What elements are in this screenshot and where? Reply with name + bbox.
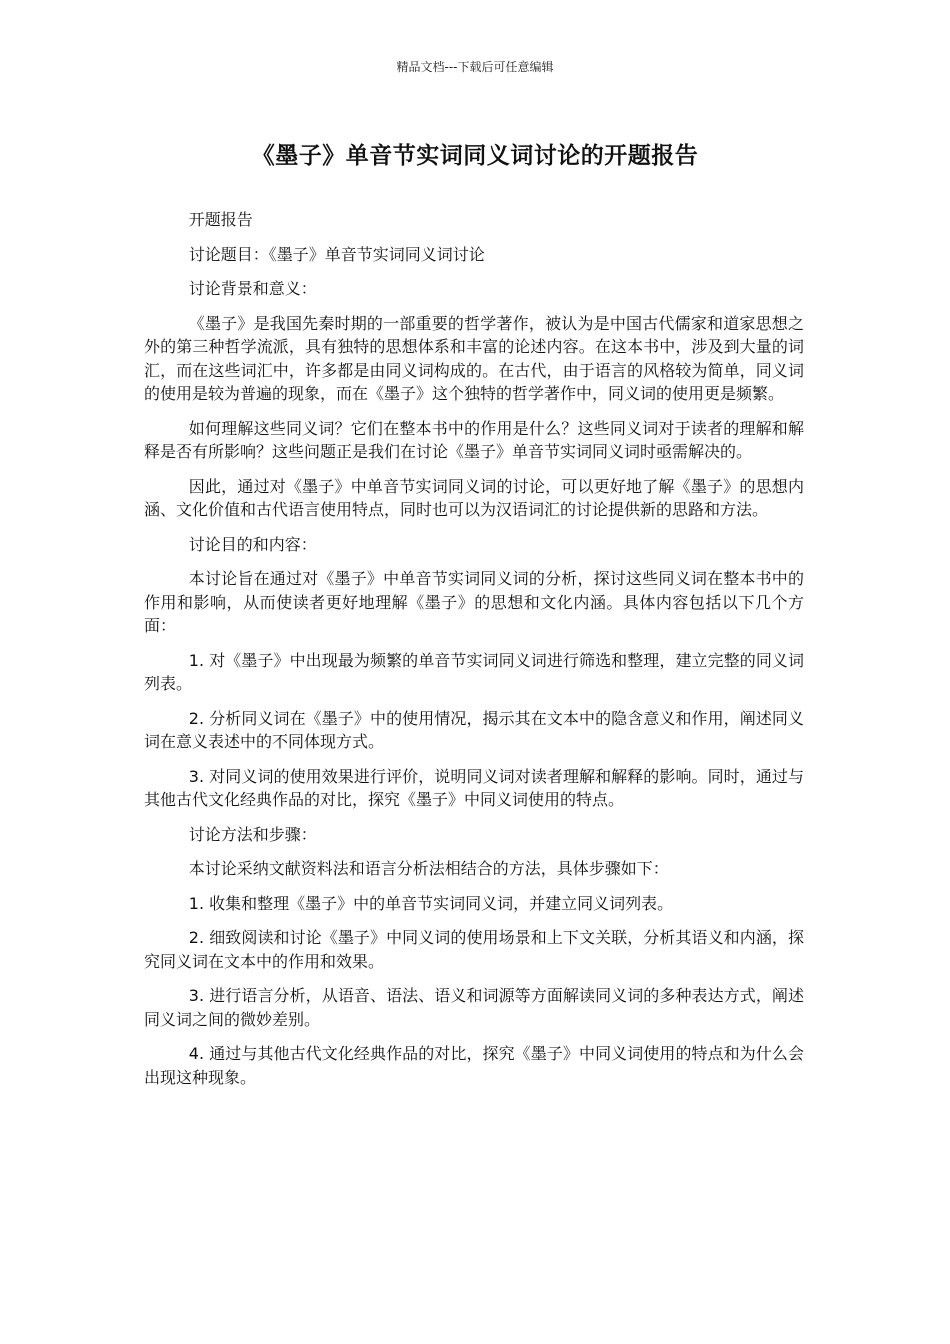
page-header: 精品文档---下载后可任意编辑 — [396, 60, 554, 74]
paragraph: 4. 通过与其他古代文化经典作品的对比，探究《墨子》中同义词使用的特点和为什么会出现这种现象。 — [144, 1044, 804, 1087]
paragraph: 讨论题目：《墨子》单音节实词同义词讨论 — [188, 244, 485, 264]
paragraph: 1. 收集和整理《墨子》中的单音节实词同义词，并建立同义词列表。 — [188, 893, 674, 913]
document-title: 《墨子》单音节实词同义词讨论的开题报告 — [251, 143, 699, 169]
paragraph: 因此，通过对《墨子》中单音节实词同义词的讨论，可以更好地了解《墨子》的思想内涵、文化价值和古代语言使用特点，同时也可以为汉语词汇的讨论提供新的思路和方法。 — [144, 476, 804, 519]
paragraph: 3. 进行语言分析，从语音、语法、语义和词源等方面解读同义词的多种表达方式，阐述同义词之间的微妙差别。 — [144, 986, 804, 1029]
paragraph: 《墨子》是我国先秦时期的一部重要的哲学著作，被认为是中国古代儒家和道家思想之外的第三种哲学流派，具有独特的思想体系和丰富的论述内容。在这本书中，涉及到大量的词汇，而在这些词汇中，许多都是由同义词构成的。在古代，由于语言的风格较为简单，同义词的使用是较为普遍的现象，而在《墨子》这个独特的哲学著作中，同义词的使用更是频繁。 — [144, 313, 804, 403]
paragraph: 本讨论采纳文献资料法和语言分析法相结合的方法，具体步骤如下： — [188, 859, 669, 878]
paragraph: 1. 对《墨子》中出现最为频繁的单音节实词同义词进行筛选和整理，建立完整的同义词列表。 — [144, 650, 804, 693]
paragraph: 2. 分析同义词在《墨子》中的使用情况，揭示其在文本中的隐含意义和作用，阐述同义词在意义表述中的不同体现方式。 — [144, 708, 804, 751]
paragraph: 开题报告 — [188, 210, 253, 229]
paragraph: 2. 细致阅读和讨论《墨子》中同义词的使用场景和上下文关联，分析其语义和内涵，探究同义词在文本中的作用和效果。 — [144, 928, 804, 971]
paragraph: 讨论背景和意义： — [188, 279, 317, 298]
paragraph: 3. 对同义词的使用效果进行评价，说明同义词对读者理解和解释的影响。同时，通过与其他古代文化经典作品的对比，探究《墨子》中同义词使用的特点。 — [144, 766, 804, 809]
paragraph: 本讨论旨在通过对《墨子》中单音节实词同义词的分析，探讨这些同义词在整本书中的作用和影响，从而使读者更好地理解《墨子》的思想和文化内涵。具体内容包括以下几个方面： — [144, 569, 804, 635]
paragraph: 讨论方法和步骤： — [188, 824, 317, 844]
paragraph: 如何理解这些同义词？它们在整本书中的作用是什么？这些同义词对于读者的理解和解释是否有所影响？这些问题正是我们在讨论《墨子》单音节实词同义词时亟需解决的。 — [144, 418, 804, 461]
paragraph: 讨论目的和内容： — [188, 534, 317, 554]
document-body — [144, 208, 804, 1100]
